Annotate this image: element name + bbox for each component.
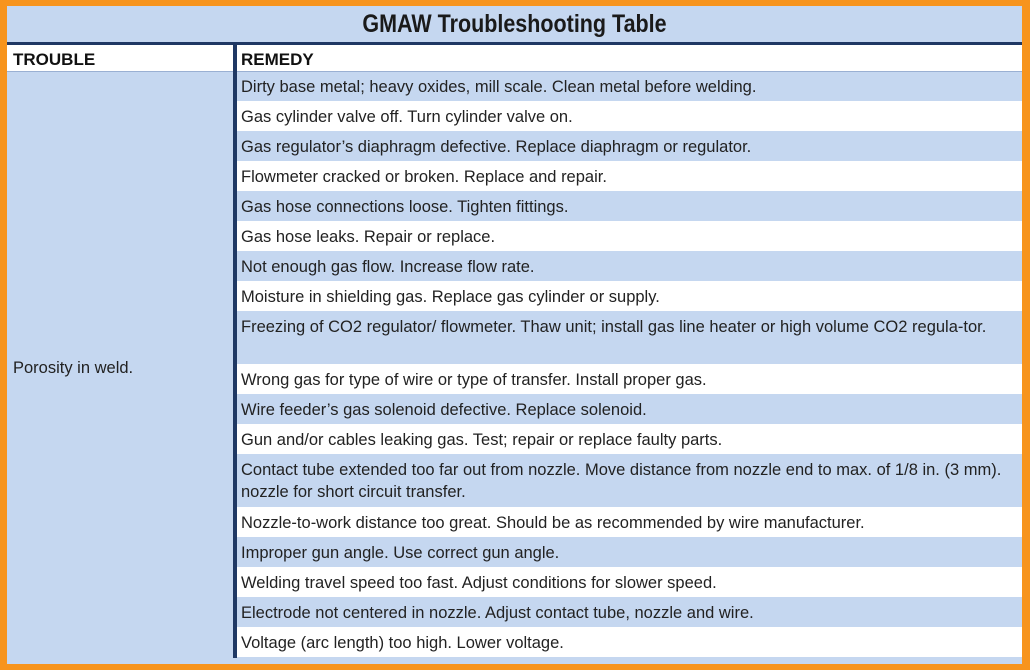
- remedy-row: Voltage (arc length) too high. Lower voltage.: [237, 628, 1022, 658]
- remedy-row: Gas hose connections loose. Tighten fittings.: [237, 192, 1022, 222]
- troubleshooting-table-frame: [7, 6, 1022, 664]
- remedy-row: Nozzle-to-work distance too great. Should be as recommended by wire manufacturer.: [237, 508, 1022, 538]
- remedy-row: Contact tube extended too far out from nozzle. Move distance from nozzle end to max. of 1/8 in. (3 mm). nozzle for short circuit transfer.: [237, 455, 1022, 508]
- remedy-row: Moisture in shielding gas. Replace gas cylinder or supply.: [237, 282, 1022, 312]
- remedy-column: [233, 42, 1022, 658]
- remedy-row: Gun and/or cables leaking gas. Test; repair or replace faulty parts.: [237, 425, 1022, 455]
- remedy-row: Welding travel speed too fast. Adjust conditions for slower speed.: [237, 568, 1022, 598]
- remedy-row: Wire feeder’s gas solenoid defective. Replace solenoid.: [237, 395, 1022, 425]
- troubleshooting-table: [7, 42, 1022, 658]
- remedy-row: Freezing of CO2 regulator/ flowmeter. Thaw unit; install gas line heater or high volume CO2 regula-tor.: [237, 312, 1022, 365]
- remedy-row: Gas hose leaks. Repair or replace.: [237, 222, 1022, 252]
- remedy-row: Not enough gas flow. Increase flow rate.: [237, 252, 1022, 282]
- table-title: GMAW Troubleshooting Table: [362, 10, 667, 38]
- remedy-header: REMEDY: [237, 42, 1022, 72]
- remedy-row: Gas regulator’s diaphragm defective. Replace diaphragm or regulator.: [237, 132, 1022, 162]
- remedy-row: Flowmeter cracked or broken. Replace and repair.: [237, 162, 1022, 192]
- remedy-row: Dirty base metal; heavy oxides, mill scale. Clean metal before welding.: [237, 72, 1022, 102]
- remedy-row: Improper gun angle. Use correct gun angle.: [237, 538, 1022, 568]
- trouble-cell: Porosity in weld.: [13, 358, 134, 377]
- remedy-row: Wrong gas for type of wire or type of transfer. Install proper gas.: [237, 365, 1022, 395]
- trouble-header: TROUBLE: [7, 42, 233, 72]
- remedy-row: Gas cylinder valve off. Turn cylinder valve on.: [237, 102, 1022, 132]
- trouble-column: [7, 42, 233, 658]
- remedy-row: Electrode not centered in nozzle. Adjust contact tube, nozzle and wire.: [237, 598, 1022, 628]
